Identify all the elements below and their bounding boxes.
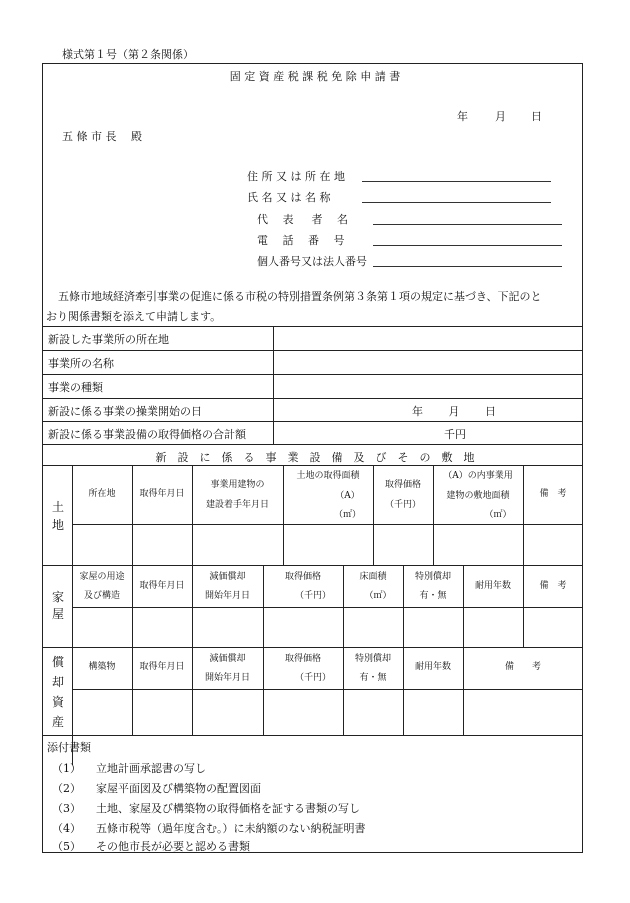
land-header-price-b: （千円） [384, 500, 421, 510]
house-header-floor-b: （㎡） [364, 591, 392, 601]
phone-label: 電 話 番 号 [257, 234, 345, 247]
attachment-text-2: 家屋平面図及び構築物の配置図面 [96, 782, 261, 795]
house-header-floor-a: 床面積 [359, 572, 387, 582]
attachment-no-1: （1） [52, 762, 81, 775]
attachment-text-5: その他市長が必要と認める書類 [96, 840, 250, 853]
date-month: 月 [495, 110, 506, 123]
addressee: 五 條 市 長 殿 [62, 130, 142, 143]
house-header-date: 取得年月日 [139, 581, 185, 591]
land-header-remarks: 備 考 [539, 489, 567, 499]
name-line[interactable] [362, 202, 551, 203]
house-header-dep-b: 開始年月日 [204, 591, 250, 601]
attachment-text-3: 土地、家屋及び構築物の取得価格を証する書類の写し [96, 802, 360, 815]
form-number: 様式第１号（第２条関係） [62, 48, 194, 61]
info-row-business-type: 事業の種類 [48, 381, 103, 394]
representative-label: 代 表 者 名 [257, 213, 348, 226]
house-header-price-a: 取得価格 [284, 572, 321, 582]
land-header-building-b: 建設着手年月日 [205, 500, 269, 510]
info-row-office-name: 事業所の名称 [48, 357, 114, 370]
date-day: 日 [531, 110, 542, 123]
land-header-building-a: 事業用建物の [210, 480, 265, 490]
info-row-location: 新設した事業所の所在地 [48, 333, 169, 346]
land-header-area-a: 土地の取得面積 [296, 471, 360, 481]
address-label: 住 所 又 は 所 在 地 [247, 170, 345, 183]
house-header-special-a: 特別償却 [414, 572, 451, 582]
asset-header-dep-a: 減価償却 [209, 654, 246, 664]
land-label-top: 土 [52, 500, 65, 514]
house-label-bottom: 屋 [52, 607, 65, 621]
house-header-remarks: 備 考 [539, 581, 567, 591]
attachment-no-2: （2） [52, 782, 81, 795]
id-number-line[interactable] [373, 266, 562, 267]
asset-label-4: 産 [52, 715, 65, 729]
house-header-special-b: 有・無 [419, 591, 447, 601]
house-label-top: 家 [52, 590, 65, 604]
date-year: 年 [457, 110, 468, 123]
house-header-use-a: 家屋の用途 [79, 572, 125, 582]
house-header-use-b: 及び構造 [83, 591, 120, 601]
house-header-dep-a: 減価償却 [209, 572, 246, 582]
total-cost-unit: 千円 [444, 428, 466, 441]
intro-text-line1: 五條市地域経済牽引事業の促進に係る市税の特別措置条例第３条第１項の規定に基づき、下記のと [58, 290, 542, 303]
asset-header-price-b: （千円） [294, 673, 331, 683]
land-header-area-b: （A） [335, 491, 360, 501]
land-header-site-b: 建物の敷地面積 [446, 491, 510, 501]
asset-label-3: 資 [52, 695, 65, 709]
attachment-no-4: （4） [52, 822, 81, 835]
attachment-text-4: 五條市税等（過年度含む。）に未納額のない納税証明書 [96, 822, 366, 835]
address-line[interactable] [362, 181, 551, 182]
land-header-site-a: （A）の内事業用 [443, 471, 513, 481]
land-header-site-c: （㎡） [484, 510, 512, 520]
section-title: 新 設 に 係 る 事 業 設 備 及 び そ の 敷 地 [155, 451, 475, 464]
asset-header-price-a: 取得価格 [284, 654, 321, 664]
attachment-text-1: 立地計画承認書の写し [96, 762, 206, 775]
land-header-price-a: 取得価格 [384, 480, 421, 490]
asset-header-remarks: 備 考 [504, 662, 541, 672]
house-header-life: 耐用年数 [474, 581, 511, 591]
asset-header-dep-b: 開始年月日 [204, 673, 250, 683]
asset-header-special-b: 有・無 [359, 673, 387, 683]
intro-text-line2: おり関係書類を添えて申請します。 [46, 310, 222, 323]
house-header-price-b: （千円） [294, 591, 331, 601]
info-row-start-date: 新設に係る事業の操業開始の日 [48, 405, 202, 418]
land-header-location: 所在地 [88, 489, 116, 499]
id-number-label: 個人番号又は法人番号 [257, 255, 367, 268]
representative-line[interactable] [373, 224, 562, 225]
info-row-total-cost: 新設に係る事業設備の取得価格の合計額 [48, 428, 246, 441]
phone-line[interactable] [373, 245, 562, 246]
attachment-no-5: （5） [52, 840, 81, 853]
asset-header-structure: 構築物 [88, 662, 116, 672]
name-label: 氏 名 又 は 名 称 [247, 191, 331, 204]
form-title: 固 定 資 産 税 課 税 免 除 申 請 書 [229, 70, 401, 83]
asset-header-life: 耐用年数 [414, 662, 451, 672]
attachment-no-3: （3） [52, 802, 81, 815]
attachments-heading: 添付書類 [47, 741, 91, 754]
land-label-bottom: 地 [52, 518, 65, 532]
land-header-date: 取得年月日 [139, 489, 185, 499]
land-header-area-c: （㎡） [333, 510, 361, 520]
start-date-value: 年 月 日 [412, 405, 496, 418]
asset-label-2: 却 [52, 675, 65, 689]
asset-label-1: 償 [52, 655, 65, 669]
asset-header-special-a: 特別償却 [354, 654, 391, 664]
asset-header-date: 取得年月日 [139, 662, 185, 672]
